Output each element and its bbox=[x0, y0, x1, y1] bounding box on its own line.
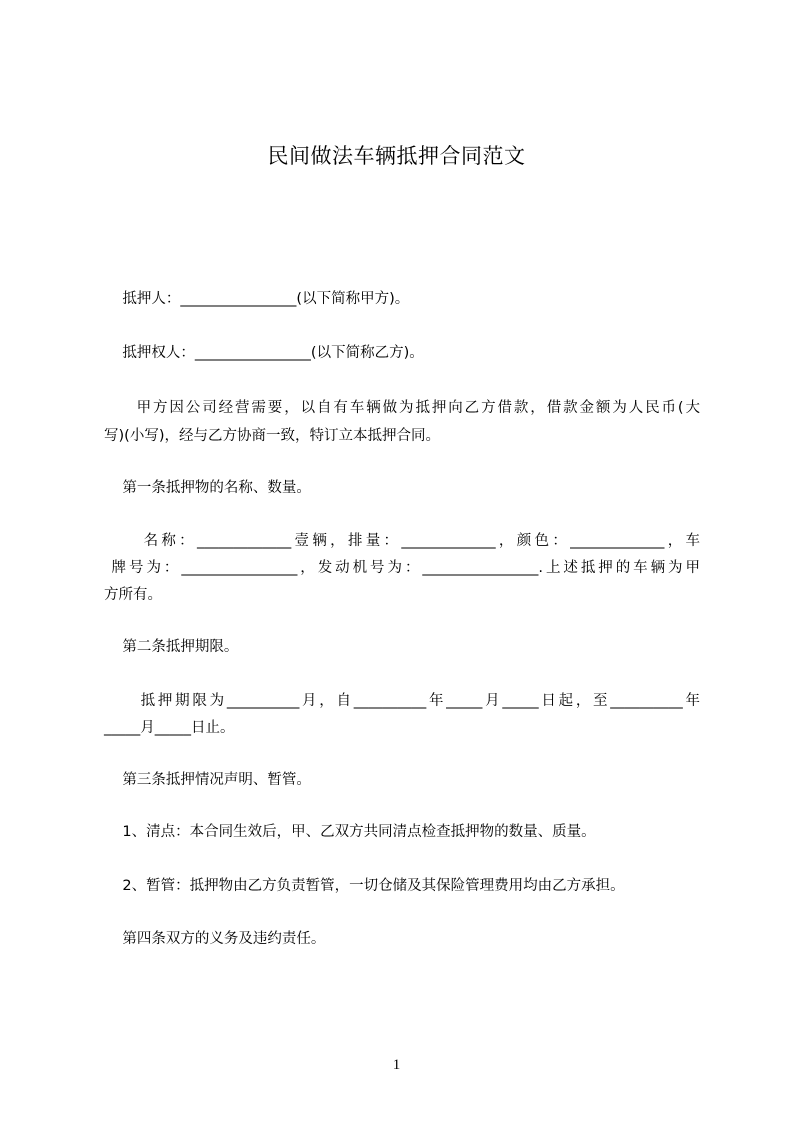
page-number: 1 bbox=[392, 1057, 401, 1073]
article-2-heading: 第二条抵押期限。 bbox=[104, 639, 239, 655]
article-3-heading: 第三条抵押情况声明、暂管。 bbox=[104, 772, 311, 788]
intro-line-1: 甲方因公司经营需要，以自有车辆做为抵押向乙方借款，借款金额为人民币(大 bbox=[104, 400, 700, 416]
article-2-line-2: _____月_____日止。 bbox=[104, 720, 235, 736]
article-3-item-2: 2、暂管：抵押物由乙方负责暂管，一切仓储及其保险管理费用均由乙方承担。 bbox=[104, 878, 625, 894]
article-1-line-1: 名称：_____________壹辆，排量：_____________，颜色：_____________，车 bbox=[104, 533, 700, 549]
article-1-line-2: 牌号为：________________，发动机号为：________________.上述抵押的车辆为甲 bbox=[104, 560, 700, 576]
article-3-item-1: 1、清点：本合同生效后，甲、乙双方共同清点检查抵押物的数量、质量。 bbox=[104, 824, 596, 840]
article-1-line-3: 方所有。 bbox=[104, 587, 162, 603]
article-4-heading: 第四条双方的义务及违约责任。 bbox=[104, 931, 326, 947]
article-1-heading: 第一条抵押物的名称、数量。 bbox=[104, 480, 311, 496]
article-2-line-1: 抵押期限为__________月，自__________年_____月_____日起，至__________年 bbox=[104, 693, 700, 709]
document-title: 民间做法车辆抵押合同范文 bbox=[267, 144, 526, 168]
mortgagor-line: 抵押人：________________(以下简称甲方)。 bbox=[104, 291, 410, 307]
mortgagee-line: 抵押权人：________________(以下简称乙方)。 bbox=[104, 345, 424, 361]
intro-line-2: 写)(小写)，经与乙方协商一致，特订立本抵押合同。 bbox=[104, 428, 440, 444]
